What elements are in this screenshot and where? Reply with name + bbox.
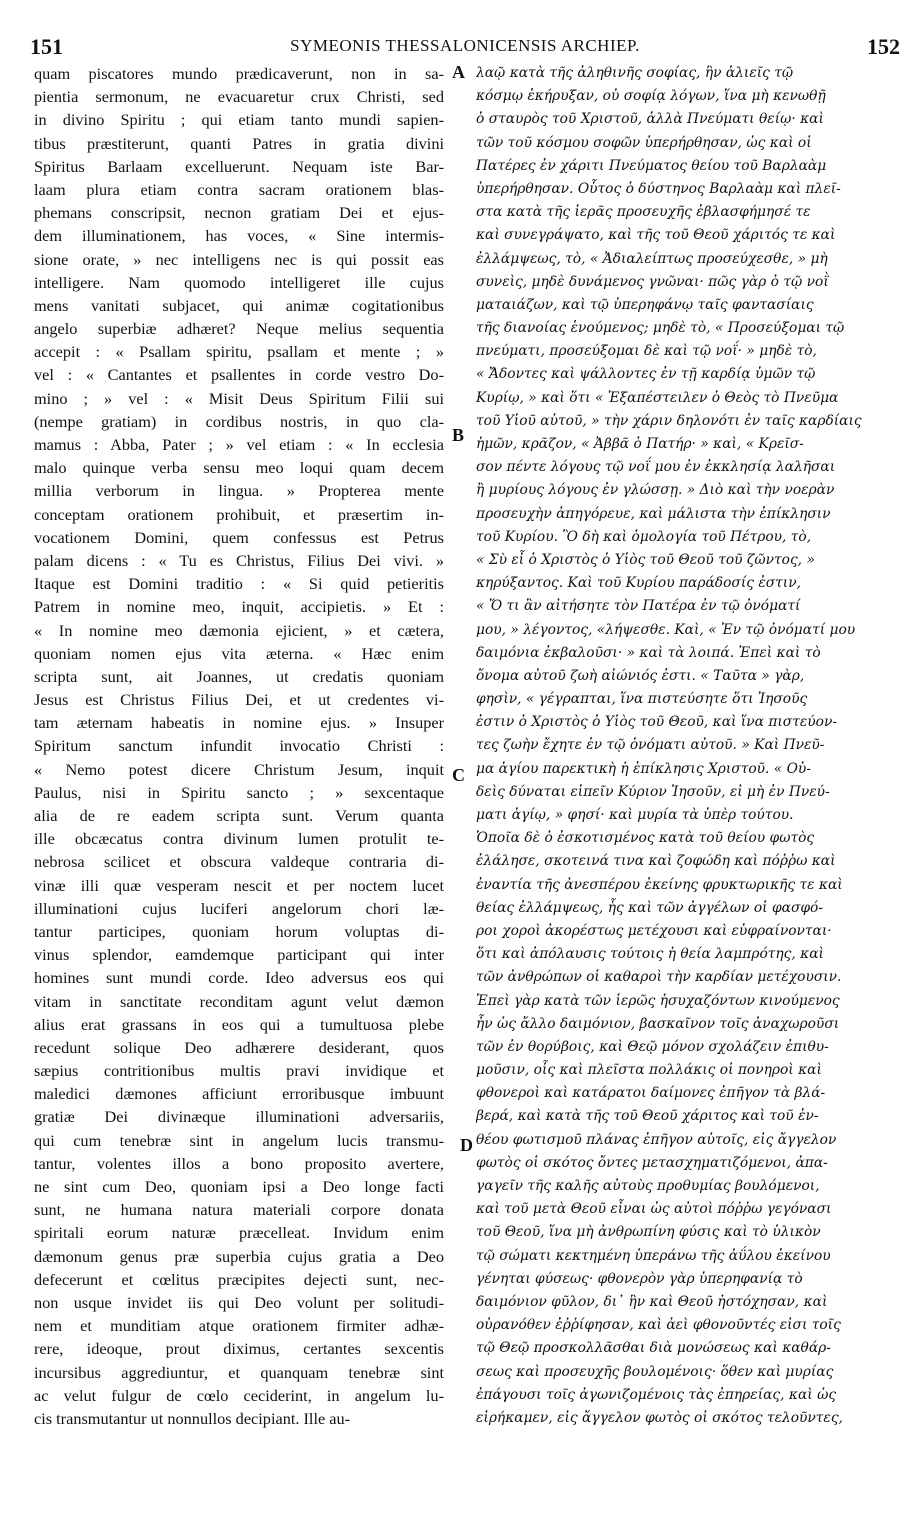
text-line: σεως καὶ προσευχῆς βουλομένοις· ὅθεν καὶ μυρίας: [476, 1363, 834, 1380]
text-line: vinus splendor, eamdemque participant qui inter: [34, 945, 444, 965]
greek-text-column: [476, 62, 894, 1430]
text-line: maledici dæmones afficiunt erroribusque imbuunt: [34, 1084, 444, 1104]
text-line: angelo superbiæ adhæret? Neque melius sequentia: [34, 319, 444, 339]
text-line: in divino Spiritu ; qui etiam tanto mundi sapien-: [34, 110, 444, 130]
text-line: βερά, καὶ κατὰ τῆς τοῦ Θεοῦ χάριτος καὶ τοῦ ἐν-: [476, 1108, 819, 1125]
text-line: τοῦ Θεοῦ, ἵνα μὴ ἀνθρωπίνη φύσις καὶ τὸ ὑλικὸν: [476, 1224, 821, 1241]
text-line: προσευχὴν ἀπηγόρευε, καὶ μάλιστα τὴν ἐπίκλησιν: [476, 505, 831, 522]
text-line: ἐλλάμψεως, τὸ, « Ἀδιαλείπτως προσεύχεσθε, » μὴ: [476, 250, 828, 267]
text-line: cis transmutantur ut nonnullos decipiant. Ille au-: [34, 1408, 351, 1428]
section-marker-c: C: [452, 765, 465, 785]
text-line: sunt, ne humana natura materiali corpore donata: [34, 1200, 444, 1220]
section-marker-a: A: [452, 62, 465, 82]
text-line: conceptam orationem prohibuit, et præsertim in-: [34, 504, 444, 524]
text-line: accepit : « Psallam spiritu, psallam et mente ; »: [34, 342, 444, 362]
text-line: δαιμόνια ἐκβαλοῦσι· » καὶ τὰ λοιπά. Ἐπεὶ καὶ τὸ: [476, 644, 821, 661]
text-line: ὄνομα αὐτοῦ ζωὴ αἰώνιός ἐστι. « Ταῦτα » γὰρ,: [476, 667, 805, 684]
text-line: mens vanitati subjacet, qui animæ cogitationibus: [34, 295, 444, 315]
text-line: Κυρίῳ, » καὶ ὅτι « Ἐξαπέστειλεν ὁ Θεὸς τὸ Πνεῦμα: [476, 389, 839, 406]
page-header: [30, 34, 900, 60]
text-line: μα ἁγίου παρεκτικὴ ἡ ἐπίκλησις Χριστοῦ. « Οὐ-: [476, 760, 811, 777]
text-line: mamus : Abba, Pater ; » vel etiam : « In ecclesia: [34, 435, 444, 454]
text-line: τῆς διανοίας ἑνούμενος; μηδὲ τὸ, « Προσεύξομαι τῷ: [476, 320, 845, 337]
text-line: φωτὸς οἱ σκότος ὄντες μετασχηματιζόμενοι, ἀπα-: [476, 1154, 828, 1171]
text-line: malo quinque verba sensu meo loqui quam decem: [34, 458, 444, 478]
text-line: ἐστιν ὁ Χριστὸς ὁ Υἱὸς τοῦ Θεοῦ, καὶ ἵνα πιστεύον-: [476, 714, 837, 731]
section-marker-d: D: [460, 1135, 473, 1155]
text-line: τοῦ Υἱοῦ αὐτοῦ, » τὴν χάριν δηλονότι ἐν ταῖς καρδίαις: [476, 412, 862, 429]
page-number-right: 152: [867, 34, 900, 59]
text-line: σον πέντε λόγους τῷ νοΐ μου ἐν ἐκκλησίᾳ λαλῆσαι: [476, 459, 836, 476]
text-line: ὅτι καὶ ἀπόλαυσις τούτοις ἡ θεία λαμπρότης, καὶ: [476, 946, 824, 963]
text-line: ματαιάζων, καὶ τῷ ὑπερηφάνῳ ταῖς φαντασίαις: [476, 296, 814, 313]
text-line: ac velut fulgur de cœlo ceciderint, in angelum lu-: [34, 1385, 444, 1405]
text-line: δεὶς δύναται εἰπεῖν Κύριον Ἰησοῦν, εἰ μὴ ἐν Πνεύ-: [476, 783, 830, 800]
text-line: ἡμῶν, κρᾶζον, « Ἀββᾶ ὁ Πατήρ· » καὶ, « Κρεῖσ-: [476, 436, 804, 452]
page-number-left: 151: [30, 34, 63, 59]
text-line: sæpius contritionibus multis pravi invidique et: [34, 1061, 444, 1081]
text-line: « In nomine meo dæmonia ejicient, » et cætera,: [34, 620, 444, 640]
text-line: incursibus aggrediuntur, et quanquam tenebræ sint: [34, 1362, 444, 1382]
text-line: ὑπερήρθησαν. Οὗτος ὁ δύστηνος Βαρλαὰμ καὶ πλεῖ-: [476, 180, 841, 197]
text-line: ἦν ὡς ἄλλο δαιμόνιον, βασκαῖνον τοῖς ἀναχωροῦσι: [476, 1015, 840, 1032]
text-line: quam piscatores mundo prædicaverunt, non in sa-: [34, 64, 444, 83]
text-line: φησὶν, « γέγραπται, ἵνα πιστεύσητε ὅτι Ἰησοῦς: [476, 691, 808, 708]
text-line: μου, » λέγοντος, «λήψεσθε. Καὶ, « Ἐν τῷ ὀνόματί μου: [476, 621, 856, 638]
text-line: Paulus, nisi in Spiritu sancto ; » sexcentaque: [34, 782, 444, 802]
text-line: recedunt solique Deo adhærere desiderant, quos: [34, 1037, 444, 1057]
text-line: τοῦ Κυρίου. Ὃ δὴ καὶ ὁμολογία τοῦ Πέτρου, τὸ,: [476, 528, 812, 545]
text-line: millia verborum in lingua. » Propterea mente: [34, 481, 444, 501]
text-line: spiritali eorum naturæ præcelleat. Invidum enim: [34, 1223, 444, 1243]
text-line: dem illuminationem, has voces, « Sine intermis-: [34, 226, 444, 246]
text-line: dæmonum genus præ superbia cujus gratia a Deo: [34, 1246, 444, 1266]
text-line: ροι χοροὶ ἀκορέστως μετέχουσι καὶ εὐφραίνονται·: [476, 922, 832, 939]
text-line: non usque invidet iis qui Deo volunt per solitudi-: [34, 1292, 444, 1312]
text-line: defecerunt et cœlitus præcipites dejecti sunt, nec-: [34, 1269, 444, 1289]
text-line: ἐναντία τῆς ἀνεσπέρου ἐκείνης φρυκτωρικῆς τε καὶ: [476, 876, 843, 893]
text-line: phemans conscripsit, necnon gratiam Dei et ejus-: [34, 203, 444, 223]
text-line: λαῷ κατὰ τῆς ἀληθινῆς σοφίας, ἣν ἁλιεῖς τῷ: [476, 65, 794, 81]
text-line: ἐλάλησε, σκοτεινά τινα καὶ ζοφώδη καὶ πόῤῥω καὶ: [476, 853, 836, 870]
text-line: τῷ σώματι κεκτημένη ὑπεράνω τῆς ἀΰλου ἐκείνου: [476, 1247, 831, 1264]
text-line: Spiritum sanctum infundit invocatio Christi :: [34, 736, 444, 756]
text-line: οὐρανόθεν ἐῤῥίφησαν, καὶ ἀεὶ φθονοῦντές εἰσι τοῖς: [476, 1317, 841, 1334]
text-line: Spiritus Barlaam excelluerunt. Nequam iste Bar-: [34, 156, 444, 176]
text-line: πνεύματι, προσεύξομαι δὲ καὶ τῷ νοΐ· » μηδὲ τὸ,: [476, 343, 817, 360]
text-line: καὶ τοῦ μετὰ Θεοῦ εἶναι ὡς αὐτοὶ πόῤῥω γεγόνασι: [476, 1201, 832, 1218]
text-line: τῷ Θεῷ προσκολλᾶσθαι διὰ μονώσεως καὶ καθάρ-: [476, 1340, 831, 1357]
text-line: palam dicens : « Tu es Christus, Filius Dei vivi. »: [34, 550, 444, 570]
text-line: nebrosa scilicet et obscura valdeque contraria di-: [34, 852, 444, 872]
text-line: rere, ideoque, prout diximus, certantes sexcentis: [34, 1339, 444, 1359]
text-line: tam æternam habeatis in nomine ejus. » Insuper: [34, 713, 444, 733]
text-line: pientia sermonum, ne evacuaretur crux Christi, sed: [34, 87, 444, 107]
text-line: φθονεροὶ καὶ κατάρατοι δαίμονες ἐπῆγον τὰ βλά-: [476, 1085, 826, 1102]
text-line: vel : « Cantantes et psallentes in corde vestro Do-: [34, 365, 444, 385]
text-line: ματι ἁγίῳ, » φησί· καὶ μυρία τὰ ὑπὲρ τούτου.: [476, 807, 794, 823]
text-line: ὁ σταυρὸς τοῦ Χριστοῦ, ἀλλὰ Πνεύματι θείῳ· καὶ: [476, 111, 824, 128]
text-line: εἰρήκαμεν, εἰς ἄγγελον φωτὸς οἱ σκότος τελοῦντες,: [476, 1409, 843, 1426]
text-line: tantur, volentes illos a bono proposito avertere,: [34, 1153, 444, 1173]
text-line: θείας ἐλλάμψεως, ἧς καὶ τῶν ἀγγέλων οἱ φασφό-: [476, 899, 823, 916]
text-line: κόσμῳ ἐκήρυξαν, οὐ σοφίᾳ λόγων, ἵνα μὴ κενωθῇ: [476, 88, 826, 105]
section-marker-b: B: [452, 425, 465, 445]
text-line: gratiæ Dei divinæque illuminationi adversariis,: [34, 1107, 444, 1127]
text-line: τῶν τοῦ κόσμου σοφῶν ὑπερήρθησαν, ὡς καὶ οἱ: [476, 134, 812, 151]
text-line: Itaque est Domini traditio : « Si quid petieritis: [34, 574, 444, 594]
text-line: qui cum tenebræ sint in angelum lucis transmu-: [34, 1130, 444, 1150]
text-line: quoniam nomen ejus vita æterna. « Hæc enim: [34, 643, 444, 663]
text-line: δαιμόνιον φῦλον, δι᾽ ἣν καὶ Θεοῦ ἠστόχησαν, καὶ: [476, 1293, 828, 1310]
text-line: vocationem Domini, quem confessus est Petrus: [34, 527, 444, 547]
text-line: nem et munditiam atque orationem firmiter adhæ-: [34, 1316, 444, 1336]
running-title: SYMEONIS THESSALONICENSIS ARCHIEP.: [290, 36, 640, 55]
text-line: (nempe gratiam) in cordibus nostris, in quo cla-: [34, 411, 444, 431]
text-line: alius erat grassans in eos qui a tumultuosa plebe: [34, 1014, 444, 1034]
text-line: scripta sunt, ait Joannes, ut credatis quoniam: [34, 666, 444, 686]
text-line: « Ὅ τι ἂν αἰτήσητε τὸν Πατέρα ἐν τῷ ὀνόματί: [476, 598, 801, 615]
text-line: Patrem in nomine meo, inquit, accipietis. » Et :: [34, 597, 444, 617]
text-line: laam plura etiam contra sacram orationem blas-: [34, 179, 444, 199]
text-line: στα κατὰ τῆς ἱερᾶς προσευχῆς ἐβλασφήμησέ τε: [476, 204, 811, 221]
text-line: μοῦσιν, οἷς καὶ πλεῖστα πολλάκις οἱ πονηροὶ καὶ: [476, 1062, 822, 1079]
text-line: vitam in sanctitate reconditam agunt velut dæmon: [34, 991, 444, 1011]
text-line: ille obcæcatus contra divinum lumen protulit te-: [34, 829, 444, 849]
text-line: « Σὺ εἶ ὁ Χριστὸς ὁ Υἱὸς τοῦ Θεοῦ τοῦ ζῶντος, »: [476, 551, 815, 568]
text-line: Ὁποῖα δὲ ὁ ἐσκοτισμένος κατὰ τοῦ θείου φωτὸς: [476, 830, 815, 847]
text-line: vinæ illi quæ vesperam nescit et per noctem lucet: [34, 875, 444, 895]
text-line: γαγεῖν τῆς καλῆς αὐτοὺς προθυμίας βουλόμενοι,: [476, 1178, 820, 1194]
text-line: ἐπάγουσι τοῖς ἀγωνιζομένοις τὰς ἐπηρείας, καὶ ὡς: [476, 1386, 837, 1403]
text-line: ἢ μυρίους λόγους ἐν γλώσσῃ. » Διὸ καὶ τὴν νοερὰν: [476, 482, 835, 499]
text-line: Ἐπεὶ γὰρ κατὰ τῶν ἱερῶς ἡσυχαζόντων κινούμενος: [476, 992, 840, 1009]
text-line: ne sint cum Deo, quoniam ipsi a Deo longe facti: [34, 1177, 444, 1196]
text-line: tibus præstiterunt, quanti Patres in gratia divini: [34, 133, 444, 153]
text-line: homines sunt mundi corde. Ideo adversus eos qui: [34, 968, 444, 988]
text-line: tantur participes, quoniam horum voluptas di-: [34, 921, 444, 941]
text-line: « Ἄδοντες καὶ ψάλλοντες ἐν τῇ καρδίᾳ ὑμῶν τῷ: [476, 366, 816, 383]
latin-text-column: [34, 62, 444, 1430]
text-line: intelligere. Nam quomodo intelligeret ille cujus: [34, 272, 444, 292]
text-line: illuminationi cujus luciferi angelorum chori læ-: [34, 898, 444, 918]
text-line: συνεὶς, μηδὲ δυνάμενος γνῶναι· πῶς γὰρ ὁ τῷ νοῒ: [476, 273, 829, 290]
text-line: τῶν ἀνθρώπων οἱ καθαροὶ τὴν καρδίαν μετέχουσιν.: [476, 969, 842, 986]
text-line: γένηται φύσεως· φθονερὸν γὰρ ὑπερηφανίᾳ τὸ: [476, 1270, 803, 1287]
text-line: mino ; » vel : « Misit Deus Spiritum Filii sui: [34, 388, 444, 408]
text-line: alia de re eadem scripta sunt. Verum quanta: [34, 806, 444, 825]
text-line: Πατέρες ἐν χάριτι Πνεύματος θείου τοῦ Βαρλαὰμ: [476, 157, 827, 174]
text-line: « Nemo potest dicere Christum Jesum, inquit: [34, 759, 444, 779]
text-line: Jesus est Christus Filius Dei, et ut credentes vi-: [34, 690, 444, 710]
text-line: καὶ συνεγράψατο, καὶ τῆς τοῦ Θεοῦ χάριτός τε καὶ: [476, 227, 836, 244]
text-line: τῶν ἐν θορύβοις, καὶ Θεῷ μόνον σχολάζειν ἐπιθυ-: [476, 1038, 829, 1055]
text-line: τες ζωὴν ἔχητε ἐν τῷ ὀνόματι αὐτοῦ. » Καὶ Πνεῦ-: [476, 737, 825, 754]
text-line: sione orate, » nec intelligens nec is qui possit eas: [34, 249, 444, 269]
text-line: κηρύξαντος. Καὶ τοῦ Κυρίου παράδοσίς ἐστιν,: [476, 575, 801, 592]
text-line: θέου φωτισμοῦ πλάνας ἐπῆγον αὐτοῖς, εἰς ἄγγελον: [476, 1131, 837, 1148]
